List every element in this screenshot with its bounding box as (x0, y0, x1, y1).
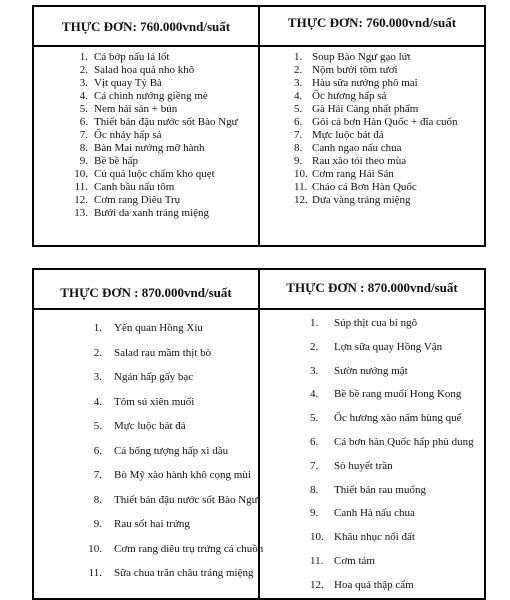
dish-name: Sò huyết trần (334, 459, 393, 472)
dish-name: Mực luộc bát đá (312, 129, 384, 141)
dish-name: Súp thịt cua bí ngô (334, 317, 418, 329)
dish-name: Cá bơn hàn Quốc hấp phù dung (334, 435, 474, 448)
dish-item (34, 316, 258, 341)
dish-name: Thiết bản rau muống (334, 483, 426, 496)
dish-number: 1. (93, 322, 102, 334)
dish-item (260, 64, 484, 77)
dish-number: 3. (294, 77, 303, 89)
dish-name: Bề bề rang muối Hong Kong (334, 388, 462, 401)
dish-name: Vịt quay Tỷ Bà (94, 77, 162, 89)
dish-item (34, 488, 258, 513)
dish-item (260, 77, 484, 90)
dish-number: 5. (79, 103, 88, 115)
dish-list (260, 47, 484, 207)
dish-number: 6. (310, 435, 319, 448)
dish-number: 12. (310, 578, 324, 591)
dish-item (260, 181, 484, 194)
dish-name: Yến quan Hồng Xíu (114, 322, 203, 334)
dish-item (34, 103, 258, 116)
dish-name: Dưa vàng tráng miệng (312, 194, 411, 206)
dish-item (34, 77, 258, 90)
dish-name: Ốc hương hấp sả (312, 90, 387, 102)
dish-name: Củ quả luộc chấm kho quẹt (94, 168, 215, 180)
dish-number: 13. (74, 207, 88, 219)
dish-name: Bò Mỹ xào hành khô cọng mùi (114, 469, 251, 481)
dish-item (260, 194, 484, 207)
dish-name: Cháo cá Bơn Hàn Quốc (312, 181, 417, 193)
dish-name: Ngán hấp gấy bạc (114, 371, 194, 383)
dish-item (260, 502, 484, 526)
dish-item (34, 512, 258, 537)
dish-item (34, 155, 258, 168)
dish-number: 7. (79, 129, 88, 141)
dish-item (260, 116, 484, 129)
dish-item (34, 194, 258, 207)
menu-column-left (33, 309, 264, 599)
dish-item (34, 537, 264, 562)
dish-name: Khâu nhục nổi đất (334, 531, 415, 544)
dish-name: Thiết bản đậu nước sốt Bào Ngư (94, 116, 238, 128)
dish-item (260, 103, 484, 116)
dish-item (260, 360, 484, 384)
dish-item (260, 168, 484, 181)
dish-item (34, 64, 258, 77)
dish-number: 2. (79, 64, 88, 76)
dish-number: 5. (294, 103, 303, 115)
dish-number: 9. (310, 507, 319, 520)
dish-name: Salad hoa quả nho khô (94, 64, 195, 76)
dish-item (260, 312, 484, 336)
dish-item (34, 207, 258, 220)
dish-name: Sườn nướng mật (334, 364, 408, 377)
dish-name: Sữa chua trân châu tráng miệng (114, 567, 254, 579)
dish-item (260, 51, 484, 64)
dish-name: Rau xào tỏi theo mùa (312, 155, 407, 167)
dish-item (260, 155, 484, 168)
dish-name: Rau sốt hai trứng (114, 518, 190, 530)
dish-number: 11. (74, 181, 88, 193)
dish-number: 2. (294, 64, 303, 76)
dish-name: Thiết bản đậu nước sốt Bào Ngư (114, 493, 258, 506)
dish-item (34, 439, 258, 464)
dish-number: 4. (310, 388, 319, 401)
dish-number: 10. (310, 531, 324, 544)
dish-item (260, 336, 484, 360)
dish-item (34, 51, 258, 64)
dish-number: 8. (294, 142, 303, 154)
dish-item (34, 561, 258, 586)
dish-name: Tôm sú xiên muối (114, 395, 195, 408)
dish-item (260, 383, 484, 407)
dish-name: Soup Bào Ngư gạo lứt (312, 51, 411, 63)
dish-number: 9. (79, 155, 88, 167)
dish-number: 9. (93, 518, 102, 530)
dish-item (260, 479, 484, 503)
dish-name: Ốc hương xào nấm hùng quế (334, 412, 462, 425)
dish-name: Gà Hải Càng nhất phẩm (312, 103, 419, 115)
dish-name: Hàu sữa nướng phô mai (312, 77, 418, 89)
dish-number: 4. (79, 90, 88, 102)
dish-number: 12. (294, 194, 308, 206)
dish-number: 6. (79, 116, 88, 128)
menu-column-right (259, 309, 485, 599)
dish-number: 7. (310, 459, 319, 472)
dish-item (34, 90, 258, 103)
dish-number: 12. (74, 194, 88, 206)
dish-item (34, 414, 258, 439)
dish-number: 8. (93, 493, 102, 506)
dish-name: Hoa quả thập cẩm (334, 578, 414, 591)
dish-number: 5. (310, 412, 319, 425)
dish-item (34, 168, 258, 181)
dish-number: 7. (93, 469, 102, 481)
menu-header-right (259, 6, 485, 46)
dish-item (260, 526, 484, 550)
dish-number: 1. (310, 317, 319, 329)
menu-table-870 (32, 268, 486, 600)
dish-name: Ốc nhảy hấp sả (94, 129, 162, 141)
dish-list (260, 310, 484, 598)
dish-item (34, 181, 258, 194)
dish-number: 10. (294, 168, 308, 180)
dish-name: Cơm rang Hải Sản (312, 168, 394, 180)
dish-number: 10. (88, 542, 102, 555)
menu-title: THỰC ĐƠN : 870.000vnd/suất (60, 285, 232, 300)
dish-name: Cơm rang diêu trụ trứng cá chuồn (114, 542, 264, 555)
dish-item (34, 116, 258, 129)
dish-name: Mực luộc bát đá (114, 420, 186, 432)
dish-number: 8. (310, 483, 319, 496)
dish-item (260, 90, 484, 103)
menu-title: THỰC ĐƠN: 760.000vnd/suất (61, 19, 231, 34)
dish-number: 7. (294, 129, 303, 141)
dish-item (260, 407, 484, 431)
menu-header-right (259, 269, 485, 309)
dish-name: Bề bề hấp (94, 155, 138, 167)
dish-name: Bàn Mai nướng mỡ hành (94, 142, 205, 154)
menu-header-left (33, 269, 259, 309)
dish-name: Canh ngao nấu chua (312, 142, 402, 154)
dish-name: Lợn sữa quay Hồng Vận (334, 340, 443, 353)
dish-name: Cơm rang Diêu Trụ (94, 194, 181, 206)
dish-item (260, 574, 484, 598)
dish-item (34, 129, 258, 142)
dish-item (34, 142, 258, 155)
dish-number: 3. (79, 77, 88, 89)
dish-number: 3. (93, 371, 102, 383)
menu-column-left (33, 46, 259, 246)
dish-number: 2. (93, 346, 102, 359)
dish-name: Canh Hà nấu chua (334, 507, 415, 520)
dish-number: 6. (294, 116, 303, 128)
dish-number: 4. (93, 395, 102, 408)
menu-table-760 (32, 5, 486, 247)
dish-number: 2. (310, 340, 319, 353)
menu-header-left (33, 6, 259, 46)
menu-title: THỰC ĐƠN: 760.000vnd/suất (287, 15, 457, 30)
dish-number: 1. (79, 51, 88, 63)
dish-number: 11. (88, 567, 102, 579)
dish-name: Cá bống tượng hấp xì dầu (114, 444, 229, 457)
dish-name: Cá chình nướng giềng mẻ (94, 90, 208, 102)
dish-item (260, 455, 484, 479)
dish-name: Bưởi da xanh tráng miệng (94, 207, 210, 219)
dish-item (34, 341, 258, 366)
menu-column-right (259, 46, 485, 246)
dish-number: 11. (310, 554, 324, 567)
dish-name: Cá bớp nấu lá lốt (94, 51, 170, 63)
dish-number: 11. (294, 181, 308, 193)
dish-number: 8. (79, 142, 88, 154)
dish-number: 3. (310, 364, 319, 377)
dish-name: Salad rau mầm thịt bò (114, 346, 212, 359)
dish-name: Gỏi cá bơn Hàn Quốc + đĩa cuốn (312, 116, 458, 128)
menu-title: THỰC ĐƠN : 870.000vnd/suất (286, 280, 458, 295)
dish-number: 10. (74, 168, 88, 180)
dish-list (34, 47, 258, 220)
dish-number: 1. (294, 51, 303, 63)
dish-item (34, 365, 258, 390)
dish-number: 6. (93, 444, 102, 457)
dish-name: Nộm bưởi tôm tươi (312, 64, 398, 76)
dish-item (260, 142, 484, 155)
dish-item (34, 390, 258, 415)
dish-item (34, 463, 258, 488)
dish-name: Cơm tám (334, 554, 375, 567)
dish-number: 9. (294, 155, 303, 167)
dish-item (260, 129, 484, 142)
dish-item (260, 550, 484, 574)
dish-number: 5. (93, 420, 102, 432)
dish-list (34, 310, 264, 586)
dish-name: Canh bầu nấu tôm (94, 181, 175, 193)
dish-item (260, 431, 484, 455)
dish-number: 4. (294, 90, 303, 102)
dish-name: Nem hải sản + bún (94, 103, 178, 115)
